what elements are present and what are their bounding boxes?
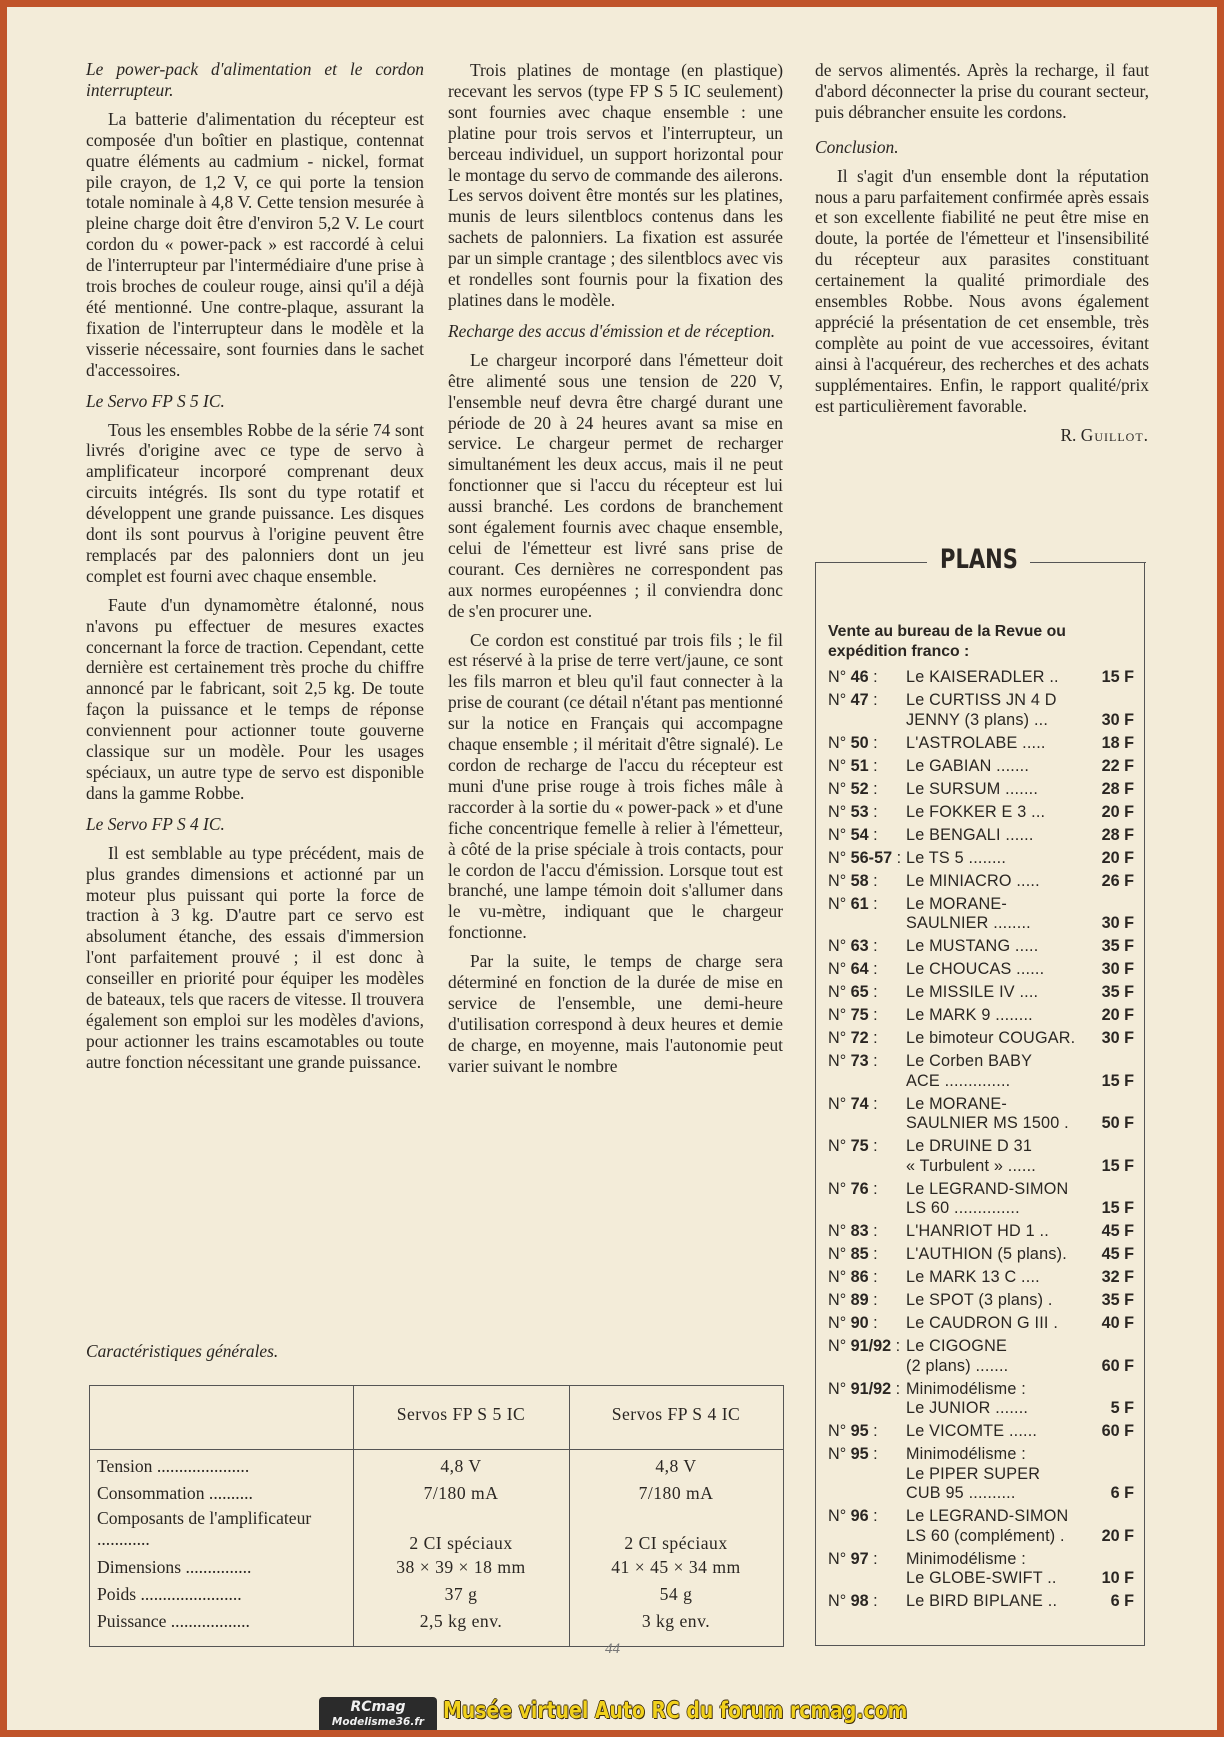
column-header-s5: Servos FP S 5 IC <box>396 1404 526 1424</box>
spec-value-s5: 7/180 mA <box>423 1483 499 1503</box>
paragraph: Le chargeur incorporé dans l'émetteur doit être alimenté sous une tension de 220 V, l'ensemble neuf devra être chargé durant une période de 20 à 24 heures avant sa mise en service. Le chargeur permet de recharger simultanément les deux accus, mais il ne peut fonctionner que si l'accu du récepteur est lui aussi branché. Les cordons de branchement sont également fournis avec chaque ensemble, celui de l'émetteur est livré sans prise de courant. Ces dernières ne correspondent pas aux normes européennes ; il conviendra donc de s'en procurer une. <box>448 349 783 621</box>
plan-number: N° 54 : <box>828 825 878 844</box>
plan-number: N° 47 : <box>828 691 878 709</box>
plan-item <box>828 1268 1134 1288</box>
spec-label: Puissance .................. <box>97 1611 250 1631</box>
plan-number: N° 85 : <box>828 1245 878 1263</box>
rcmag-logo <box>319 1697 437 1733</box>
spec-value-s4: 4,8 V <box>655 1456 697 1476</box>
article-column-2 <box>448 60 783 1085</box>
spec-label: Poids ....................... <box>97 1584 242 1604</box>
logo-line-1: RCmag <box>350 1699 406 1715</box>
paragraph: Ce cordon est constitué par trois fils ; le fil est réservé à la prise de terre vert/jaune, ce sont les fils marron et bleu qu'il faut connecter à la prise de courant (ce détail n'étant pas mentionné sur la notice en Français qui accompagne chaque ensemble ; il méritait d'être signalé). Le cordon de recharge de l'accu du récepteur est muni d'une prise rouge à trois fiches mâle à raccorder à la sortie du « power-pack » et d'une fiche concentrique femelle à relier à l'émetteur, à côté de la prise spéciale à trois contacts, pour le cordon de l'accu d'émission. Lorsque tout est branché, une lampe témoin doit s'allumer dans le vu-mètre, indiquant que le chargeur fonctionne. <box>448 629 783 943</box>
plan-price: 6 F <box>1110 1484 1134 1502</box>
plan-price: 40 F <box>1101 1314 1134 1332</box>
plan-number: N° 63 : <box>828 937 878 955</box>
plan-title: L'AUTHION (5 plans). <box>906 1245 1067 1263</box>
plan-number: N° 89 : <box>828 1291 878 1309</box>
plan-price: 15 F <box>1101 668 1134 686</box>
plan-title: Le MINIACRO ..... <box>906 871 1040 890</box>
plan-number: N° 96 : <box>828 1507 878 1525</box>
spec-value-s5: 37 g <box>444 1584 478 1604</box>
plan-title: L'ASTROLABE ..... <box>906 733 1046 752</box>
plan-number: N° 61 : <box>828 894 878 913</box>
plan-number: N° 98 : <box>828 1592 878 1610</box>
heading-conclusion: Conclusion. <box>815 136 899 157</box>
plan-price: 35 F <box>1101 1291 1134 1309</box>
plan-title: Le CHOUCAS ...... <box>906 960 1045 978</box>
plan-number: N° 95 : <box>828 1422 878 1440</box>
plan-title: Le CURTISS JN 4 D JENNY (3 plans) ... <box>906 691 1057 729</box>
plan-title: Le KAISERADLER .. <box>906 668 1059 686</box>
plan-price: 28 F <box>1101 779 1134 798</box>
plan-title: Le VICOMTE ...... <box>906 1422 1038 1440</box>
plan-item <box>828 691 1134 730</box>
paragraph: Faute d'un dynamomètre étalonné, nous n'avons pu effectuer de mesures exactes concernant la force de traction. Cependant, cette dernière est certainement très proche du chiffre annoncé par le fabricant, soit 2,5 kg. De toute façon la puissance et le temps de réponse conviennent pour actionner toute gouverne classique sur un modèle. Pour les usages spéciaux, un autre type de servo est disponible dans la gamme Robbe. <box>86 594 424 803</box>
plan-price: 18 F <box>1101 733 1134 752</box>
plan-number: N° 73 : <box>828 1052 878 1070</box>
plan-number: N° 91/92 : <box>828 1379 901 1398</box>
plan-price: 28 F <box>1101 825 1134 844</box>
plan-item <box>828 1052 1134 1091</box>
plan-number: N° 95 : <box>828 1445 878 1463</box>
plan-item <box>828 895 1134 934</box>
paragraph: Il est semblable au type précédent, mais de plus grandes dimensions et actionné par un moteur plus puissant qui porte la force de traction à 3 kg. D'autre part ce servo est absolument étanche, des essais d'immersion l'ont parfaitement prouvé ; il est donc à conseiller en priorité pour équiper les modèles de bateaux, tels que racers de vitesse. Il trouvera également son emploi sur les modèles d'avions, pour actionner les trains escamotables ou toute autre fonction nécessitant une grande puissance. <box>86 842 424 1072</box>
plan-item <box>828 780 1134 800</box>
plan-price: 20 F <box>1101 802 1134 821</box>
plan-number: N° 75 : <box>828 1006 878 1024</box>
plan-number: N° 83 : <box>828 1222 878 1240</box>
spec-label: Consommation .......... <box>97 1483 253 1503</box>
plan-title: Le TS 5 ........ <box>906 848 1007 867</box>
plan-number: N° 97 : <box>828 1549 878 1568</box>
paragraph: Tous les ensembles Robbe de la série 74 sont livrés d'origine avec ce type de servo à amplificateur incorporé comprenant deux circuits intégrés. Ils sont du type rotatif et développent une grande puissance. Les disques dont ils sont pourvus à l'origine peuvent être remplacés par des palonniers dont un jeu complet est fourni avec chaque ensemble. <box>86 419 424 586</box>
plan-price: 60 F <box>1101 1356 1134 1375</box>
plan-number: N° 86 : <box>828 1268 878 1286</box>
plan-price: 26 F <box>1101 871 1134 890</box>
plan-price: 30 F <box>1101 710 1134 729</box>
plan-item <box>828 734 1134 754</box>
plan-number: N° 72 : <box>828 1029 878 1047</box>
article-column-1 <box>86 57 424 1081</box>
plan-item <box>828 1507 1134 1546</box>
spec-value-s4: 2 CI spéciaux <box>624 1533 728 1553</box>
plan-title: Le CAUDRON G III . <box>906 1314 1059 1332</box>
plan-price: 30 F <box>1101 960 1134 978</box>
plan-price: 15 F <box>1101 1156 1134 1175</box>
paragraph: La batterie d'alimentation du récepteur est composée d'un boîtier en plastique, contennat quatre éléments au cadmium - nickel, format pile crayon, de 1,2 V, ce qui porte la tension totale nominale à 4,8 V. Cette tension mesurée à pleine charge doit être d'environ 5,2 V. Le court cordon du « power-pack » est raccordé à celui de l'interrupteur par l'intermédiaire d'une prise à trois broches de couleur rouge, ainsi qu'il a déjà été mentionné. Une contre-plaque, assurant la fixation de l'interrupteur dans le modèle et la visserie nécessaire, sont fournies dans le sachet d'accessoires. <box>86 108 424 380</box>
plan-title: Le Corben BABY ACE .............. <box>906 1052 1033 1090</box>
plan-price: 30 F <box>1101 914 1134 932</box>
logo-line-2: Modelisme36.fr <box>331 1716 425 1728</box>
footer-watermark <box>7 1695 1217 1735</box>
plan-price: 30 F <box>1101 1029 1134 1047</box>
plan-price: 45 F <box>1101 1245 1134 1263</box>
plan-price: 20 F <box>1101 1526 1134 1545</box>
plan-title: Le FOKKER E 3 ... <box>906 802 1046 821</box>
plan-title: L'HANRIOT HD 1 .. <box>906 1222 1049 1240</box>
plan-item <box>828 960 1134 980</box>
plan-item <box>828 1314 1134 1334</box>
plan-price: 35 F <box>1101 983 1134 1001</box>
plan-number: N° 64 : <box>828 960 878 978</box>
author-name: Guillot. <box>1080 424 1149 445</box>
spec-label: Tension ..................... <box>97 1456 250 1476</box>
heading-powerpack: Le power-pack d'alimentation et le cordon interrupteur. <box>86 59 424 100</box>
plan-price: 20 F <box>1101 848 1134 867</box>
spec-label: Composants de l'amplificateur ............ <box>97 1508 312 1549</box>
plan-title: Le MORANE- SAULNIER ........ <box>906 894 1031 932</box>
plan-number: N° 50 : <box>828 733 878 752</box>
spec-value-s5: 2,5 kg env. <box>419 1611 503 1631</box>
plan-title: Le MISSILE IV .... <box>906 983 1039 1001</box>
plan-title: Le MUSTANG ..... <box>906 937 1039 955</box>
plan-title: Le SPOT (3 plans) . <box>906 1291 1053 1309</box>
plan-number: N° 51 : <box>828 756 878 775</box>
plans-list <box>828 668 1134 1615</box>
page-number: 44 <box>605 1641 620 1657</box>
divider <box>90 1449 783 1450</box>
plan-item <box>828 1592 1134 1612</box>
column-header-s4: Servos FP S 4 IC <box>611 1404 741 1424</box>
paragraph: Il s'agit d'un ensemble dont la réputation nous a paru parfaitement confirmée après essais et son excellente fiabilité ne peut être mise en doute, la portée de l'émetteur et l'insensibilité du récepteur aux parasites constituant certainement la qualité primordiale des ensembles Robbe. Nous avons également apprécié la présentation de cet ensemble, très complète au point de vue accessoires, évitant ainsi à l'acquéreur, des recherches et des achats supplémentaires. Enfin, le rapport qualité/prix est particulièrement favorable. <box>815 165 1149 416</box>
plan-title: Minimodélisme : Le JUNIOR ....... <box>906 1379 1029 1417</box>
plan-item <box>828 1550 1134 1589</box>
plan-item <box>828 668 1134 688</box>
plan-title: Le LEGRAND-SIMON LS 60 (complément) . <box>906 1507 1069 1545</box>
plan-title: Le BENGALI ...... <box>906 825 1034 844</box>
spec-value-s4: 54 g <box>659 1584 693 1604</box>
plan-number: N° 76 : <box>828 1179 878 1198</box>
paragraph: Trois platines de montage (en plastique) recevant les servos (type FP S 5 IC seulement) sont fournies avec chaque ensemble : une platine pour trois servos et l'interrupteur, un berceau individuel, un support horizontal pour le montage du servo de commande des ailerons. Les servos doivent être montés sur les platines, munis de leurs silentblocs contenus dans les sachets de palonniers. La fixation est assurée par un simple crantage ; des silentblocs avec vis et rondelles sont fournis pour la fixation des platines dans le modèle. <box>448 60 783 310</box>
plan-item <box>828 872 1134 892</box>
plan-title: Le DRUINE D 31 « Turbulent » ...... <box>906 1137 1036 1175</box>
plan-number: N° 91/92 : <box>828 1337 901 1355</box>
spec-value-s4: 3 kg env. <box>641 1611 711 1631</box>
spec-value-s4: 7/180 mA <box>638 1483 714 1503</box>
plan-item <box>828 1006 1134 1026</box>
plan-item <box>828 757 1134 777</box>
plan-price: 20 F <box>1101 1006 1134 1024</box>
plan-price: 10 F <box>1101 1569 1134 1587</box>
plan-title: Le bimoteur COUGAR. <box>906 1029 1076 1047</box>
plan-item <box>828 983 1134 1003</box>
plans-box <box>815 544 1145 1646</box>
plan-item <box>828 1222 1134 1242</box>
divider <box>815 562 927 563</box>
divider <box>1030 562 1146 563</box>
plan-number: N° 56-57 : <box>828 848 902 867</box>
plan-item <box>828 803 1134 823</box>
paragraph: de servos alimentés. Après la recharge, il faut d'abord déconnecter la prise du courant secteur, puis débrancher ensuite les cordons. <box>815 60 1149 122</box>
plan-price: 45 F <box>1101 1222 1134 1240</box>
plan-title: Le CIGOGNE (2 plans) ....... <box>906 1337 1009 1375</box>
plan-number: N° 74 : <box>828 1094 878 1113</box>
spec-value-s5: 2 CI spéciaux <box>409 1533 513 1553</box>
plan-price: 5 F <box>1110 1399 1134 1417</box>
plan-item <box>828 1380 1134 1419</box>
plan-price: 6 F <box>1110 1592 1134 1610</box>
plan-number: N° 53 : <box>828 802 878 821</box>
plan-price: 22 F <box>1101 756 1134 775</box>
plan-item <box>828 826 1134 846</box>
spec-value-s4: 41 × 45 × 34 mm <box>611 1557 741 1577</box>
plans-title: PLANS <box>939 544 1018 575</box>
heading-servo-s4: Le Servo FP S 4 IC. <box>86 813 225 834</box>
plan-number: N° 58 : <box>828 871 878 890</box>
plan-title: Le SURSUM ....... <box>906 779 1039 798</box>
plan-price: 60 F <box>1101 1422 1134 1440</box>
author-signature <box>815 425 1149 446</box>
plan-number: N° 52 : <box>828 779 878 798</box>
heading-servo-s5: Le Servo FP S 5 IC. <box>86 390 225 411</box>
plan-item <box>828 1180 1134 1219</box>
characteristics-table <box>89 1385 784 1647</box>
plan-title: Le MORANE- SAULNIER MS 1500 . <box>906 1094 1069 1132</box>
article-column-3 <box>815 60 1149 445</box>
plan-number: N° 65 : <box>828 983 878 1001</box>
plan-item <box>828 1029 1134 1049</box>
plan-title: Le LEGRAND-SIMON LS 60 .............. <box>906 1179 1069 1217</box>
plan-title: Le MARK 9 ........ <box>906 1006 1033 1024</box>
spec-value-s5: 4,8 V <box>440 1456 482 1476</box>
heading-recharge: Recharge des accus d'émission et de réception. <box>448 320 776 341</box>
plan-item <box>828 937 1134 957</box>
plan-item <box>828 1137 1134 1176</box>
plan-number: N° 46 : <box>828 668 878 686</box>
plan-item <box>828 1245 1134 1265</box>
paragraph: Par la suite, le temps de charge sera déterminé en fonction de la durée de mise en service de l'ensemble, une demi-heure d'utilisation correspond à deux heures et demie de charge, en moyenne, mais l'autonomie peut varier suivant le nombre <box>448 951 783 1076</box>
plan-price: 15 F <box>1101 1071 1134 1090</box>
plans-intro: Vente au bureau de la Revue ou expédition franco : <box>828 623 1066 660</box>
plan-number: N° 90 : <box>828 1314 878 1332</box>
plan-item <box>828 1422 1134 1442</box>
plans-title-row <box>815 544 1146 576</box>
divider <box>353 1386 354 1646</box>
plan-item <box>828 1095 1134 1134</box>
plan-title: Le MARK 13 C .... <box>906 1268 1040 1286</box>
plan-item <box>828 1445 1134 1504</box>
spec-value-s5: 38 × 39 × 18 mm <box>396 1557 526 1577</box>
plan-title: Minimodélisme : Le GLOBE-SWIFT .. <box>906 1549 1057 1587</box>
plan-price: 35 F <box>1101 937 1134 955</box>
plan-item <box>828 1337 1134 1376</box>
plan-price: 50 F <box>1101 1114 1134 1132</box>
footer-text: Musée virtuel Auto RC du forum rcmag.com <box>443 1698 908 1724</box>
divider <box>569 1386 570 1646</box>
plan-title: Le BIRD BIPLANE .. <box>906 1592 1058 1610</box>
plan-title: Le GABIAN ....... <box>906 756 1030 775</box>
plan-price: 15 F <box>1101 1199 1134 1217</box>
characteristics-title: Caractéristiques générales. <box>86 1341 279 1361</box>
author-initial: R. <box>1060 424 1077 445</box>
spec-label: Dimensions ............... <box>97 1557 252 1577</box>
plan-price: 32 F <box>1101 1268 1134 1286</box>
plan-item <box>828 849 1134 869</box>
plan-number: N° 75 : <box>828 1137 878 1155</box>
plan-item <box>828 1291 1134 1311</box>
plan-title: Minimodélisme : Le PIPER SUPER CUB 95 .......... <box>906 1445 1041 1502</box>
